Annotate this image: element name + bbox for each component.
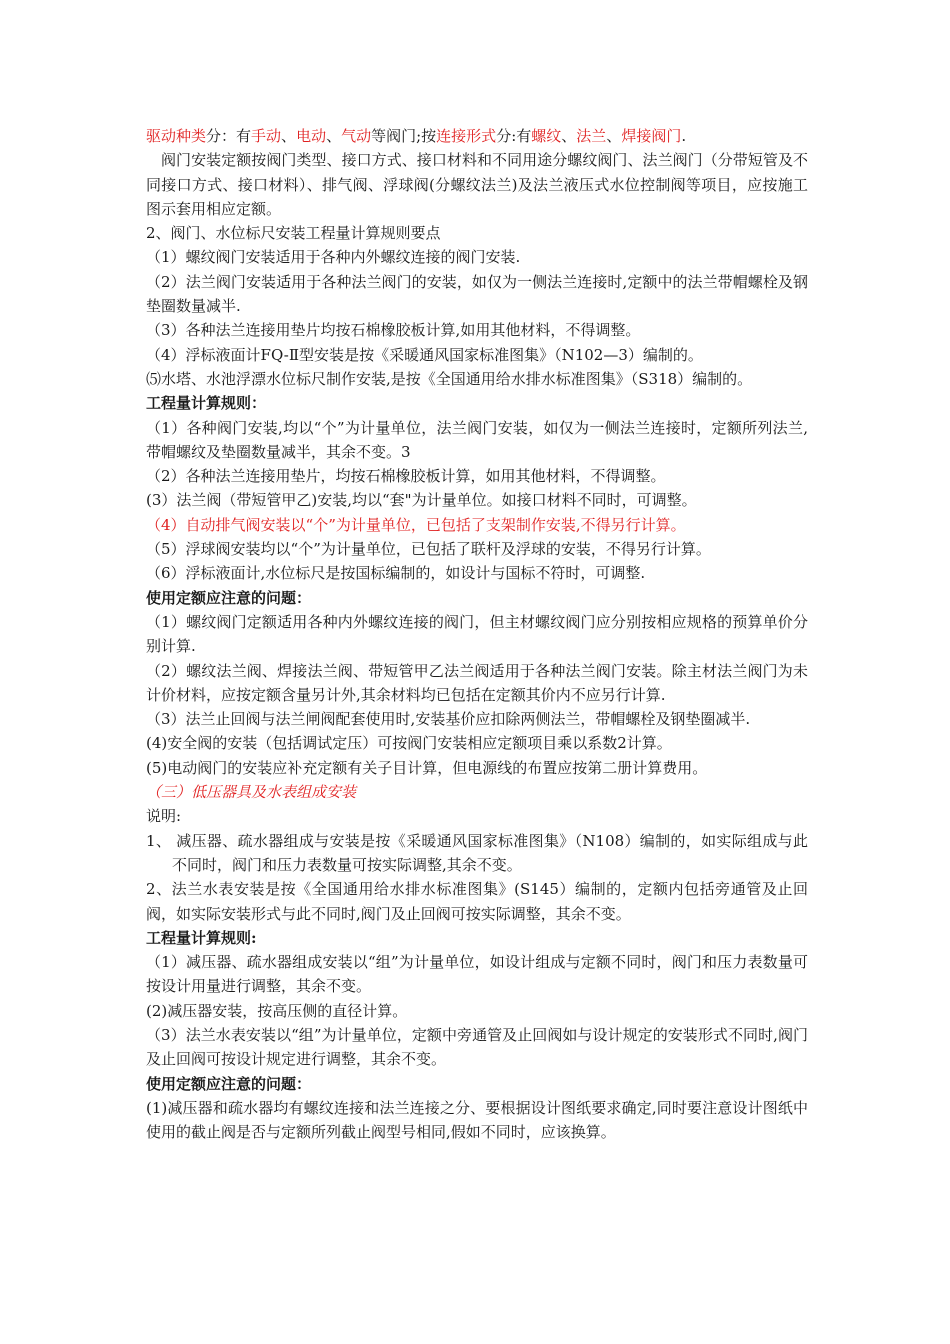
intro-run: 焊接阀门 — [621, 127, 682, 145]
section-2-item: （1）螺纹阀门安装适用于各种内外螺纹连接的阀门安装. — [146, 248, 521, 267]
intro-run: 螺纹 — [531, 127, 562, 145]
calc-rule-item: （1）各种阀门安装,均以“个”为计量单位，法兰阀门安装，如仅为一侧法兰连接时，定额所列法兰,带帽螺纹及垫圈数量减半，其余不变。3 — [146, 418, 808, 461]
explain-item: 1、 减压器、疏水器组成与安装是按《采暖通风国家标准图集》（N108）编制的，如实际组成与此不同时，阀门和压力表数量可按实际调整,其余不变。 — [146, 831, 808, 874]
calc-rule-2-item: （1）减压器、疏水器组成安装以“组”为计量单位，如设计组成与定额不同时，阀门和压力表数量可按设计用量进行调整，其余不变。 — [146, 953, 808, 996]
intro-run: 、 — [326, 127, 342, 145]
section-2-item: （4）浮标液面计FQ-Ⅱ型安装是按《采暖通风国家标准图集》（N102—3）编制的。 — [146, 345, 703, 364]
intro-run: 、 — [606, 127, 622, 145]
note-item: (4)安全阀的安装（包括调试定压）可按阀门安装相应定额项目乘以系数2计算。 — [146, 734, 672, 753]
notes-heading: 使用定额应注意的问题： — [146, 588, 312, 607]
note-item: （3）法兰止回阀与法兰闸阀配套使用时,安装基价应扣除两侧法兰，带帽螺栓及钢垫圈减半. — [146, 710, 751, 729]
document-page — [146, 124, 808, 1144]
calc-rule-item: (3）法兰阀（带短管甲乙)安装,均以“套"为计量单位。如接口材料不同时，可调整。 — [146, 491, 697, 510]
explain-item: 2、法兰水表安装是按《全国通用给水排水标准图集》(S145）编制的，定额内包括旁通管及止回阀，如实际安装形式与此不同时,阀门及止回阀可按实际调整，其余不变。 — [146, 880, 808, 923]
calc-rule-item: （5）浮球阀安装均以“个”为计量单位，已包括了联杆及浮球的安装，不得另行计算。 — [146, 540, 711, 559]
notes-2-heading: 使用定额应注意的问题： — [146, 1074, 312, 1093]
calc-rule-item: （6）浮标液面计,水位标尺是按国标编制的，如设计与国标不符时，可调整. — [146, 564, 646, 583]
section-3-title: （三）低压器具及水表组成安装 — [146, 783, 357, 802]
valve-install-paragraph: 阀门安装定额按阀门类型、接口方式、接口材料和不同用途分螺纹阀门、法兰阀门（分带短管及不同接口方式、接口材料）、排气阀、浮球阀(分螺纹法兰)及法兰液压式水位控制阀等项目，应按施工图示套用相应定额。 — [146, 151, 808, 218]
calc-rules-heading: 工程量计算规则： — [146, 394, 267, 413]
intro-run: 等阀门;按 — [371, 127, 437, 145]
intro-run: 分:有 — [496, 127, 532, 145]
intro-run: 电动 — [296, 127, 327, 145]
calc-rules-2-heading: 工程量计算规则: — [146, 928, 257, 947]
explain-label: 说明: — [146, 807, 182, 826]
section-2-item: （3）各种法兰连接用垫片均按石棉橡胶板计算,如用其他材料，不得调整。 — [146, 321, 641, 340]
intro-run: 、 — [561, 127, 577, 145]
intro-run: 、 — [281, 127, 297, 145]
calc-rule-item-highlighted: （4）自动排气阀安装以“个”为计量单位，已包括了支架制作安装,不得另行计算。 — [146, 515, 686, 534]
note-item: （2）螺纹法兰阀、焊接法兰阀、带短管甲乙法兰阀适用于各种法兰阀门安装。除主材法兰阀门为未计价材料，应按定额含量另计外,其余材料均已包括在定额其价内不应另行计算. — [146, 661, 808, 704]
section-2-title: 2、阀门、水位标尺安装工程量计算规则要点 — [146, 224, 441, 243]
intro-paragraph — [146, 124, 808, 148]
note-2-item: (1)减压器和疏水器均有螺纹连接和法兰连接之分、要根据设计图纸要求确定,同时要注意设计图纸中使用的截止阀是否与定额所列截止阀型号相同,假如不同时，应该换算。 — [146, 1098, 808, 1142]
intro-run: . — [681, 127, 687, 145]
calc-rule-2-item: (2)减压器安装，按高压侧的直径计算。 — [146, 1001, 408, 1020]
intro-run: 分：有 — [206, 127, 252, 145]
intro-run: 气动 — [341, 127, 372, 145]
section-2-item: （2）法兰阀门安装适用于各种法兰阀门的安装，如仅为一侧法兰连接时,定额中的法兰带帽螺栓及钢垫圈数量减半. — [146, 272, 808, 316]
note-item: （1）螺纹阀门定额适用各种内外螺纹连接的阀门，但主材螺纹阀门应分别按相应规格的预算单价分别计算. — [146, 612, 808, 656]
section-2-item: ⑸水塔、水池浮漂水位标尺制作安装,是按《全国通用给水排水标准图集》（S318）编制的。 — [146, 369, 753, 388]
calc-rule-2-item: （3）法兰水表安装以“组”为计量单位，定额中旁通管及止回阀如与设计规定的安装形式不同时,阀门及止回阀可按设计规定进行调整，其余不变。 — [146, 1025, 808, 1069]
calc-rule-item: （2）各种法兰连接用垫片，均按石棉橡胶板计算，如用其他材料，不得调整。 — [146, 467, 666, 486]
intro-run: 驱动种类 — [146, 127, 207, 145]
intro-run: 法兰 — [576, 127, 607, 145]
note-item: (5)电动阀门的安装应补充定额有关子目计算，但电源线的布置应按第二册计算费用。 — [146, 758, 708, 777]
intro-run: 连接形式 — [436, 127, 497, 145]
intro-run: 手动 — [251, 127, 282, 145]
